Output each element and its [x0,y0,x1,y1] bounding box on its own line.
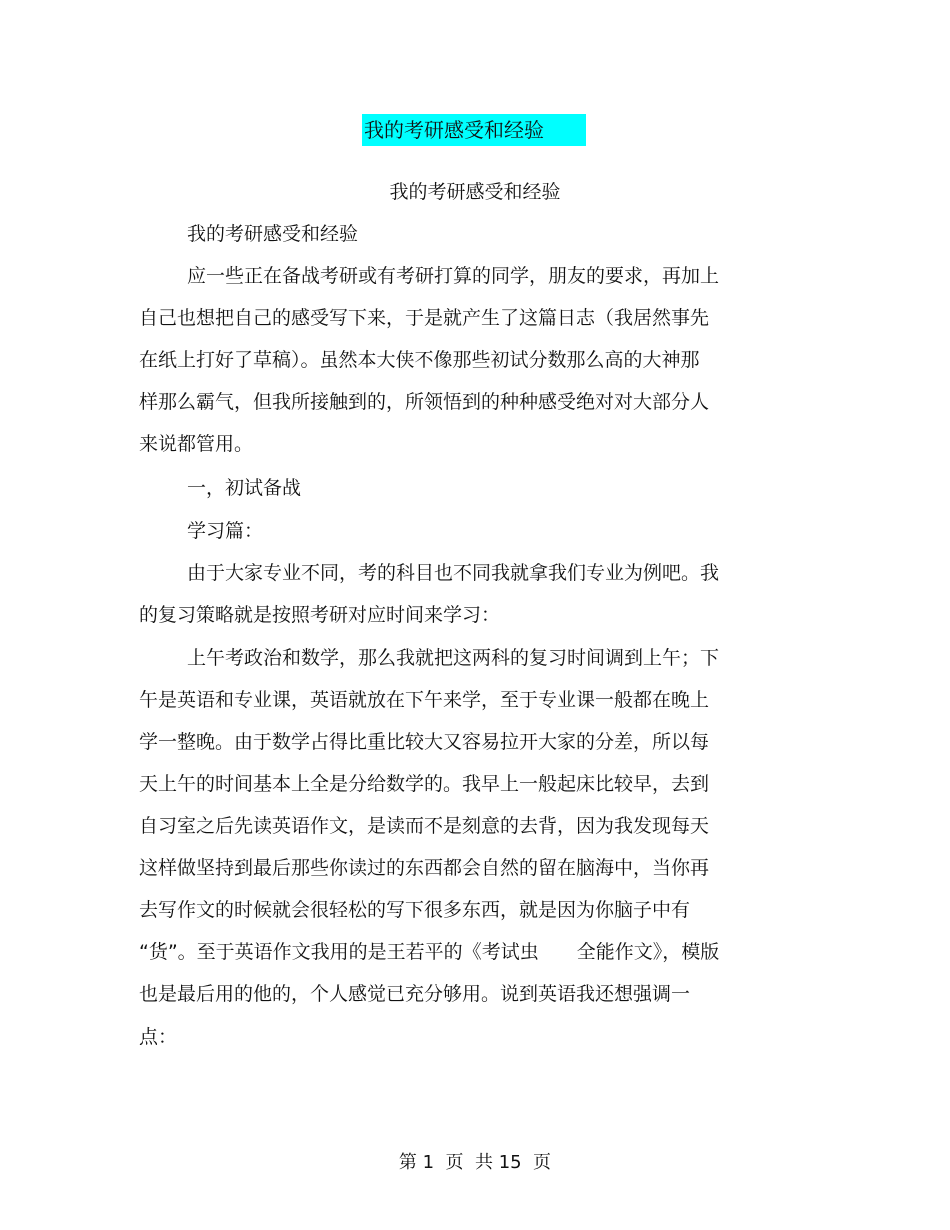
paragraph-line: 去写作文的时候就会很轻松的写下很多东西，就是因为你脑子中有 [139,899,691,921]
document-subtitle: 我的考研感受和经验 [389,181,561,203]
paragraph-line: 应一些正在备战考研或有考研打算的同学，朋友的要求，再加上 [187,265,720,287]
paragraph-line: 的复习策略就是按照考研对应时间来学习： [139,604,501,626]
paragraph-line: 来说都管用。 [139,433,254,455]
paragraph-line: 自习室之后先读英语作文，是读而不是刻意的去背，因为我发现每天 [139,815,710,837]
paragraph-line: 在纸上打好了草稿）。虽然本大侠不像那些初试分数那么高的大神那 [139,349,700,371]
paragraph-line: “货”。至于英语作文我用的是王若平的《考试虫 全能作文》，模版 [139,941,720,963]
paragraph-line: 我的考研感受和经验 [187,223,359,245]
paragraph-line: 上午考政治和数学，那么我就把这两科的复习时间调到上午；下 [187,647,720,669]
page-number-footer: 第 1 页 共 15 页 [398,1152,552,1173]
highlighted-title: 我的考研感受和经验 [362,114,586,146]
paragraph-line: 由于大家专业不同，考的科目也不同我就拿我们专业为例吧。我 [187,562,720,584]
paragraph-line: 天上午的时间基本上全是分给数学的。我早上一般起床比较早，去到 [139,773,710,795]
paragraph-line: 样那么霸气，但我所接触到的，所领悟到的种种感受绝对对大部分人 [139,391,710,413]
section-heading: 一，初试备战 [187,477,302,499]
paragraph-line: 自己也想把自己的感受写下来，于是就产生了这篇日志（我居然事先 [139,307,710,329]
paragraph-line: 午是英语和专业课，英语就放在下午来学，至于专业课一般都在晚上 [139,689,710,711]
paragraph-line: 也是最后用的他的，个人感觉已充分够用。说到英语我还想强调一 [139,983,691,1005]
subsection-heading: 学习篇： [187,520,264,542]
paragraph-line: 学一整晚。由于数学占得比重比较大又容易拉开大家的分差，所以每 [139,731,710,753]
paragraph-line: 这样做坚持到最后那些你读过的东西都会自然的留在脑海中，当你再 [139,857,710,879]
paragraph-line: 点： [139,1026,178,1048]
